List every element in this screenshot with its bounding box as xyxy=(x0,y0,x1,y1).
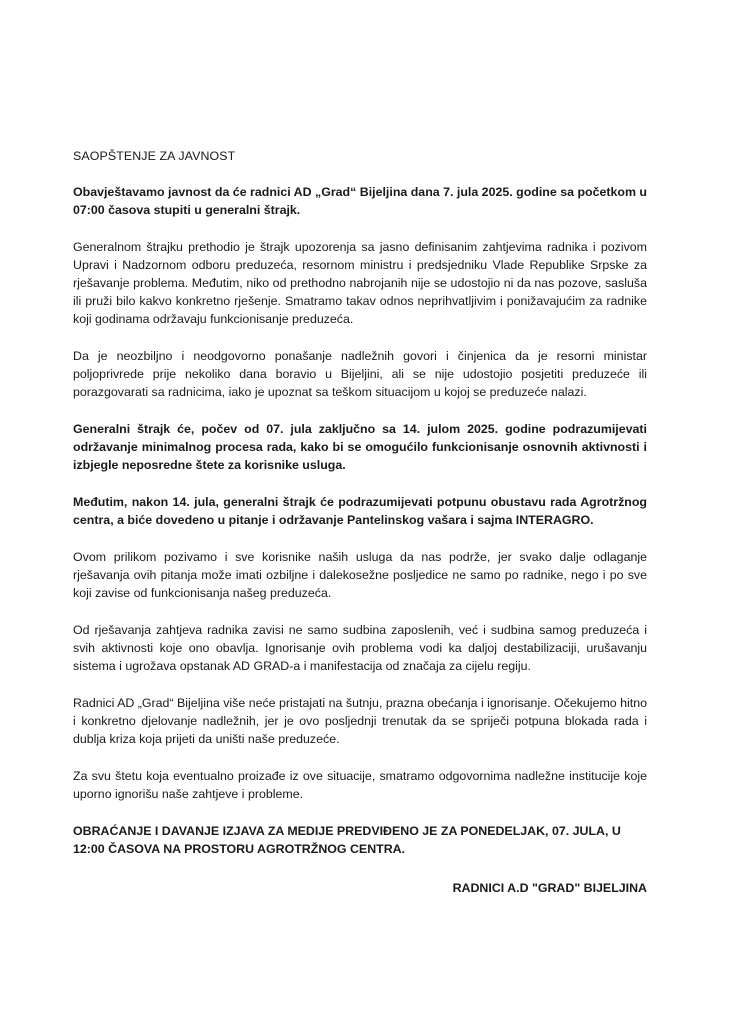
minimal-process-paragraph: Generalni štrajk će, počev od 07. jula zaključno sa 14. julom 2025. godine podrazumijevati održavanje minimalnog procesa rada, kako bi se omogućilo funkcionisanje osnovnih aktivnosti i izbjegle neposredne štete za korisnike usluga. xyxy=(73,422,647,472)
signature: RADNICI A.D "GRAD" BIJELJINA xyxy=(452,881,647,895)
strike-announcement-paragraph: Obavještavamo javnost da će radnici AD „Grad“ Bijeljina dana 7. jula 2025. godine sa početkom u 07:00 časova stupiti u generalni štrajk. xyxy=(73,185,647,217)
press-release-body xyxy=(73,147,647,895)
document-heading: SAOPŠTENJE ZA JAVNOST xyxy=(73,149,236,163)
consequences-paragraph: Od rješavanja zahtjeva radnika zavisi ne samo sudbina zaposlenih, već i sudbina samog preduzeća i svih aktivnosti koje ono obavlja. Ignorisanje ovih problema vodi ka daljoj destabilizaciji, urušavanju sistema i ugrožava opstanak AD GRAD-a i manifestacija od značaja za cijelu regiju. xyxy=(73,623,647,673)
minister-visit-paragraph: Da je neozbiljno i neodgovorno ponašanje nadležnih govori i činjenica da je resorni ministar poljoprivrede prije nekoliko dana boravio u Bijeljini, ali se nije udostojio posjetiti preduzeće ili porazgovarati sa radnicima, iako je upoznat sa teškom situacijom u kojoj se preduzeće nalazi. xyxy=(73,349,647,399)
workers-demand-paragraph: Radnici AD „Grad“ Bijeljina više neće pristajati na šutnju, prazna obećanja i ignorisanje. Očekujemo hitno i konkretno djelovanje nadležnih, jer je ovo posljednji trenutak da se spriječi potpuna blokada rada i dublja kriza koja prijeti da uništi naše preduzeće. xyxy=(73,696,647,746)
support-call-paragraph: Ovom prilikom pozivamo i sve korisnike naših usluga da nas podrže, jer svako dalje odlaganje rješavanja ovih pitanja može imati ozbiljne i dalekosežne posljedice ne samo po radnike, nego i po sve koji zavise od funkcionisanja našeg preduzeća. xyxy=(73,550,647,600)
media-statement-paragraph: OBRAĆANJE I DAVANJE IZJAVA ZA MEDIJE PREDVIĐENO JE ZA PONEDELJAK, 07. JULA, U 12:00 ČASOVA NA PROSTORU AGROTRŽNOG CENTRA. xyxy=(73,824,621,856)
warning-strike-paragraph: Generalnom štrajku prethodio je štrajk upozorenja sa jasno definisanim zahtjevima radnika i pozivom Upravi i Nadzornom odboru preduzeća, resornom ministru i predsjedniku Vlade Republike Srpske za rješavanje problema. Međutim, niko od prethodno nabrojanih nije se udostojio ni da nas pozove, sasluša ili pruži bilo kakvo konkretno rješenje. Smatramo takav odnos neprihvatljivim i ponižavajućim za radnike koji godinama održavaju funkcionisanje preduzeća. xyxy=(73,240,647,326)
responsibility-paragraph: Za svu štetu koja eventualno proizađe iz ove situacije, smatramo odgovornima nadležne institucije koje uporno ignorišu naše zahtjeve i probleme. xyxy=(73,769,647,801)
full-stoppage-paragraph: Međutim, nakon 14. jula, generalni štrajk će podrazumijevati potpunu obustavu rada Agrotržnog centra, a biće dovedeno u pitanje i održavanje Pantelinskog vašara i sajma INTERAGRO. xyxy=(73,495,647,527)
